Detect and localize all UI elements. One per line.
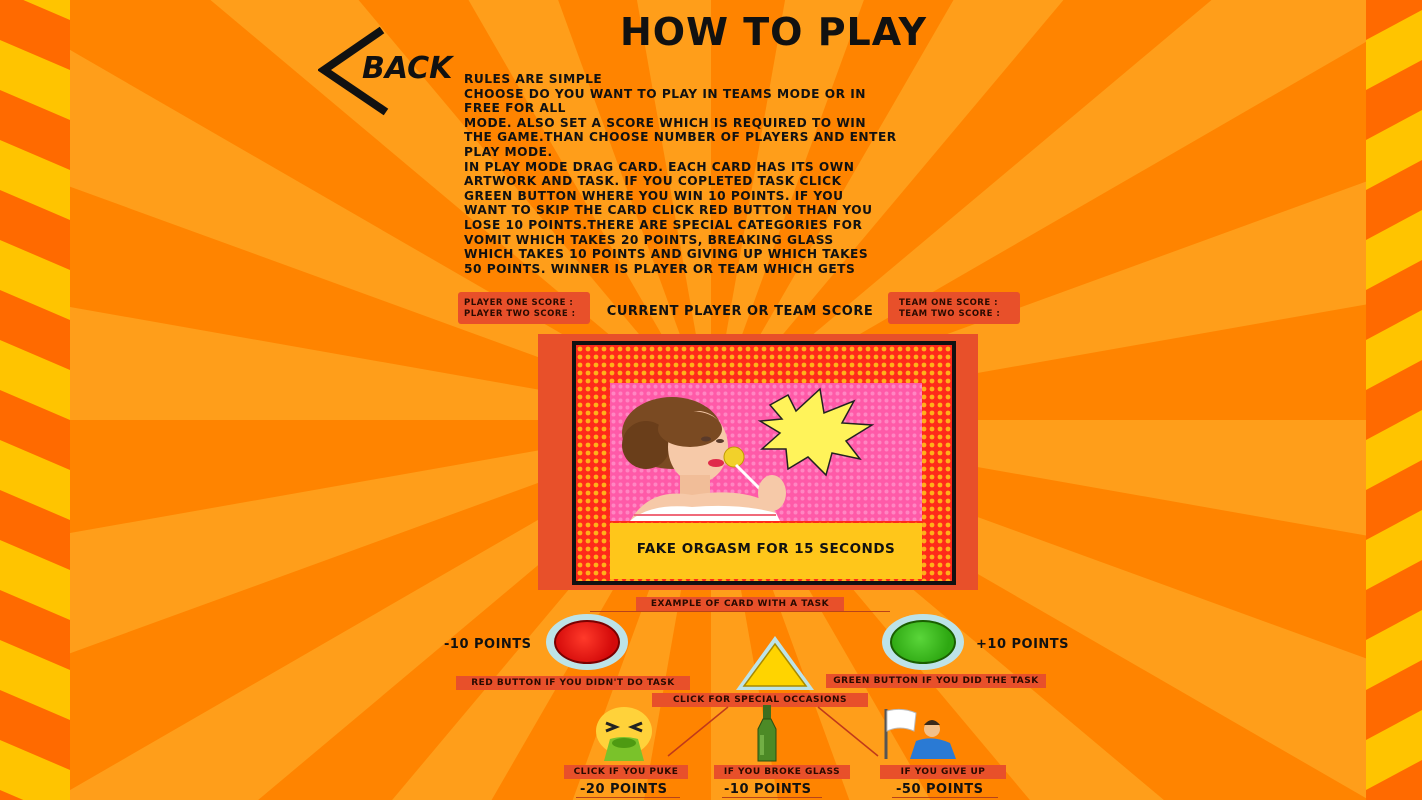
give-up-label: IF YOU GIVE UP <box>880 765 1006 779</box>
rules-line: VOMIT WHICH TAKES 20 POINTS, BREAKING GLASS <box>464 232 834 247</box>
glass-underline <box>722 797 822 798</box>
broke-glass-button[interactable] <box>752 705 782 763</box>
give-up-button[interactable] <box>880 707 958 761</box>
rules-line: IN PLAY MODE DRAG CARD. EACH CARD HAS ITS OWN <box>464 159 855 174</box>
giveup-underline <box>892 797 998 798</box>
puke-label: CLICK IF YOU PUKE <box>564 765 688 779</box>
rules-line: 50 POINTS. WINNER IS PLAYER OR TEAM WHICH GETS <box>464 261 856 276</box>
team-one-score: TEAM ONE SCORE : <box>899 298 999 308</box>
bottle-icon <box>752 705 782 763</box>
vomit-face-icon <box>588 705 660 763</box>
back-label: BACK <box>362 51 453 86</box>
rules-line: PLAY MODE. <box>464 144 553 159</box>
plus-10-points-label: +10 POINTS <box>976 637 1070 652</box>
example-card-caption: EXAMPLE OF CARD WITH A TASK <box>636 597 844 611</box>
rules-line: RULES ARE SIMPLE <box>464 72 603 86</box>
rules-line: CHOOSE DO YOU WANT TO PLAY IN TEAMS MODE OR IN <box>464 86 866 101</box>
green-button-label: GREEN BUTTON IF YOU DID THE TASK <box>826 674 1046 688</box>
card-task-text: FAKE ORGASM FOR 15 SECONDS <box>636 541 896 557</box>
red-button-label: RED BUTTON IF YOU DIDN'T DO TASK <box>456 676 690 690</box>
puke-points: -20 POINTS <box>580 782 668 797</box>
rules-line: ARTWORK AND TASK. IF YOU COPLETED TASK CLICK <box>464 174 842 189</box>
rules-line: THE GAME.THAN CHOOSE NUMBER OF PLAYERS AND ENTER <box>464 130 897 145</box>
page-title: HOW TO PLAY <box>620 10 928 54</box>
rules-line: WHICH TAKES 10 POINTS AND GIVING UP WHICH TAKES <box>464 247 869 262</box>
special-occasions-label: CLICK FOR SPECIAL OCCASIONS <box>652 693 868 707</box>
rules-line: WANT TO SKIP THE CARD CLICK RED BUTTON THAN YOU <box>464 203 873 218</box>
broke-glass-points: -10 POINTS <box>724 782 812 797</box>
give-up-points: -50 POINTS <box>896 782 984 797</box>
player-one-score: PLAYER ONE SCORE : <box>464 298 574 308</box>
team-two-score: TEAM TWO SCORE : <box>899 309 1001 319</box>
broke-glass-label: IF YOU BROKE GLASS <box>714 765 850 779</box>
current-score-label: CURRENT PLAYER OR TEAM SCORE <box>606 304 874 319</box>
white-flag-icon <box>880 707 958 761</box>
minus-10-points-label: -10 POINTS <box>444 637 532 652</box>
puke-underline <box>576 797 680 798</box>
rules-line: GREEN BUTTON WHERE YOU WIN 10 POINTS. IF YOU <box>464 188 844 203</box>
rules-line: MODE. ALSO SET A SCORE WHICH IS REQUIRED TO WIN <box>464 115 867 130</box>
rules-line: FREE FOR ALL <box>464 101 566 116</box>
puke-button[interactable] <box>588 705 660 763</box>
player-two-score: PLAYER TWO SCORE : <box>464 309 576 319</box>
rules-line: LOSE 10 POINTS.THERE ARE SPECIAL CATEGORIES FOR <box>464 217 863 232</box>
